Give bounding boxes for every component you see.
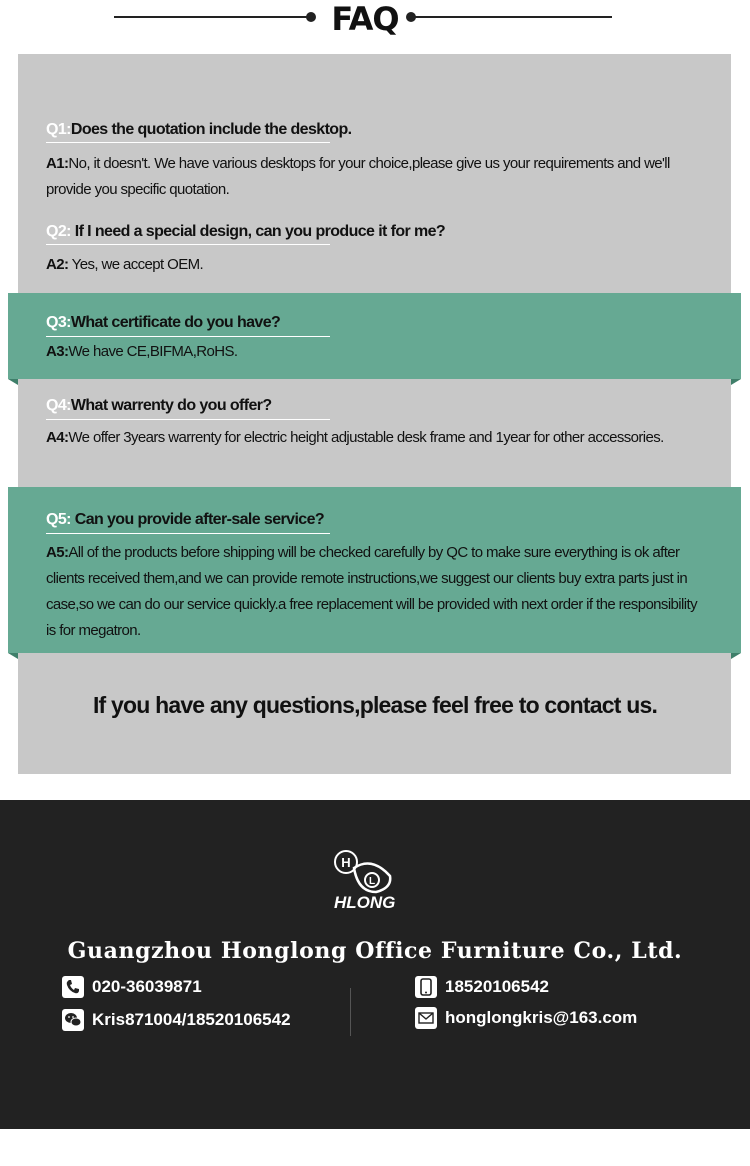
svg-text:L: L — [368, 876, 376, 887]
email-address: honglongkris@163.com — [445, 1008, 638, 1027]
company-logo — [332, 848, 404, 912]
header-dot-left — [306, 12, 316, 22]
answer-text: We offer 3years warrenty for electric height adjustable desk frame and 1year for other accessories. — [68, 429, 664, 446]
question-underline — [46, 142, 330, 143]
faq-header — [0, 0, 750, 40]
question-text: Can you provide after-sale service? — [74, 511, 325, 528]
faq-question-1 — [46, 120, 352, 140]
question-number: Q3: — [46, 314, 71, 331]
contact-prompt: If you have any questions,please feel free to contact us. — [92, 692, 658, 718]
answer-text: Yes, we accept OEM. — [71, 256, 204, 273]
mobile-phone-icon — [415, 976, 437, 998]
email-contact[interactable] — [415, 1007, 637, 1029]
answer-text: All of the products before shipping will be checked carefully by QC to make sure everything is ok after clients received them,and we can provide remote instructions,we suggest our clients buy extra parts just in case,so we can do our service quickly.a free replacement will be provided with next order if the responsibility is for megatron. — [46, 544, 697, 639]
phone-contact[interactable] — [62, 976, 202, 998]
wechat-icon — [62, 1009, 84, 1031]
faq-answer-4 — [46, 425, 710, 451]
question-underline — [46, 533, 330, 534]
svg-text:H: H — [341, 855, 351, 870]
question-number: Q5: — [46, 511, 71, 528]
header-line-right — [414, 16, 612, 18]
footer — [0, 800, 750, 1129]
answer-text: We have CE,BIFMA,RoHS. — [68, 343, 238, 360]
answer-text: No, it doesn't. We have various desktops for your choice,please give us your requirements and we'll provide you specific quotation. — [46, 155, 670, 198]
answer-number: A5: — [46, 544, 69, 561]
phone-number: 020-36039871 — [92, 977, 202, 996]
answer-number: A4: — [46, 429, 69, 446]
question-text: If I need a special design, can you produce it for me? — [74, 223, 446, 240]
answer-number: A3: — [46, 343, 69, 360]
question-underline — [46, 244, 330, 245]
mobile-number: 18520106542 — [445, 977, 550, 996]
faq-answer-3 — [46, 339, 710, 365]
logo-text: HLONG — [334, 893, 396, 912]
faq-question-5 — [46, 510, 324, 530]
faq-title: FAQ — [331, 0, 399, 38]
wechat-contact[interactable] — [62, 1009, 291, 1031]
mobile-contact[interactable] — [415, 976, 549, 998]
faq-answer-5 — [46, 540, 710, 644]
question-text: What certificate do you have? — [70, 314, 281, 331]
email-icon — [415, 1007, 437, 1029]
question-text: What warrenty do you offer? — [70, 397, 272, 414]
question-underline — [46, 336, 330, 337]
question-number: Q4: — [46, 397, 71, 414]
question-text: Does the quotation include the desktop. — [70, 121, 352, 138]
question-number: Q1: — [46, 121, 71, 138]
question-number: Q2: — [46, 223, 71, 240]
phone-icon — [62, 976, 84, 998]
wechat-id: Kris871004/18520106542 — [92, 1010, 291, 1029]
answer-number: A1: — [46, 155, 69, 172]
faq-question-2 — [46, 222, 445, 242]
faq-question-4 — [46, 396, 272, 416]
header-line-left — [114, 16, 310, 18]
question-underline — [46, 419, 330, 420]
faq-answer-1 — [46, 151, 710, 203]
contact-divider — [350, 988, 351, 1036]
faq-answer-2 — [46, 252, 710, 278]
faq-question-3 — [46, 313, 280, 333]
answer-number: A2: — [46, 256, 69, 273]
company-name: Guangzhou Honglong Office Furniture Co., Ltd. — [67, 938, 683, 964]
